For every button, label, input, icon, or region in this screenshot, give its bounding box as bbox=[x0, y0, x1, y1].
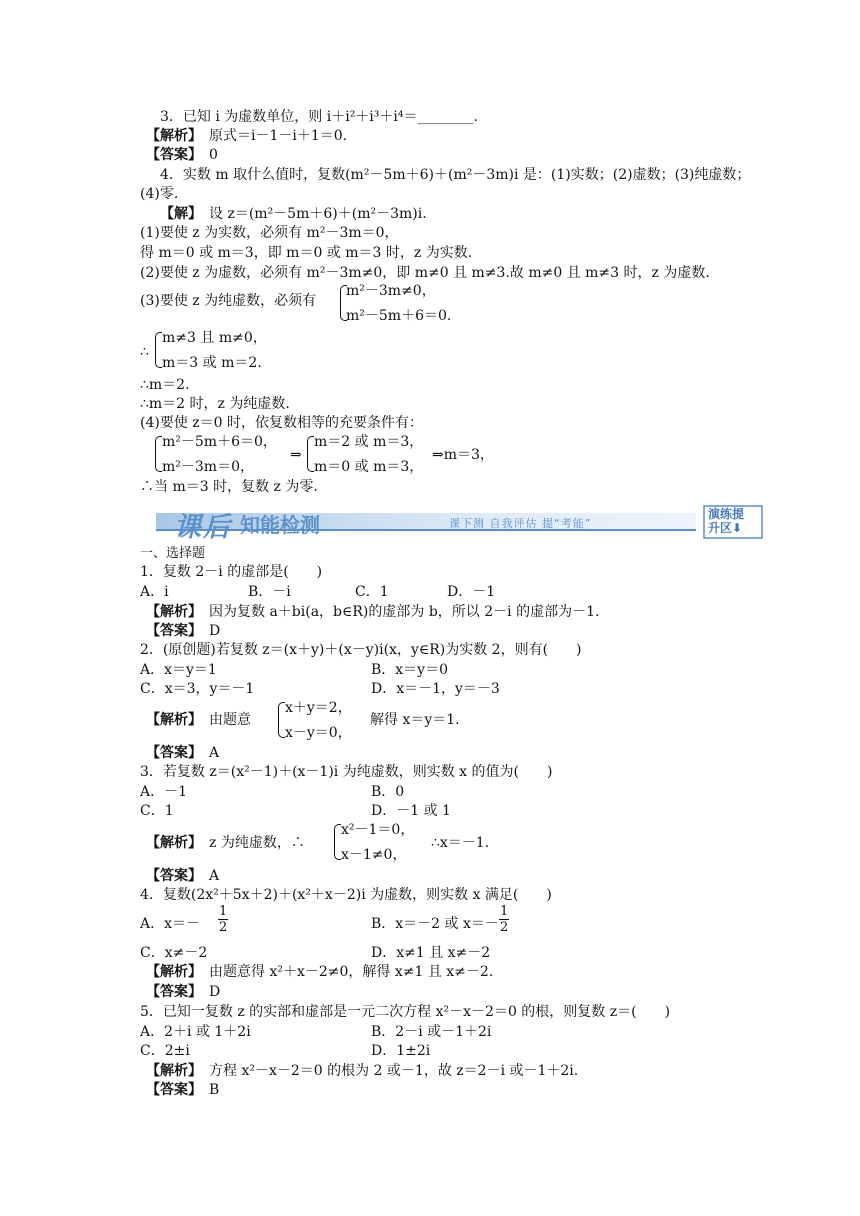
fraction bbox=[499, 904, 509, 935]
choice-b: B．2－i 或－1＋2i bbox=[371, 1024, 492, 1040]
choice-d: D．－1 或 1 bbox=[371, 803, 451, 819]
section-banner bbox=[156, 505, 764, 543]
p5-answer: 【答案】 B bbox=[146, 1082, 220, 1098]
p1-answer: 【答案】 D bbox=[146, 623, 221, 639]
choice-a: A．x＝y＝1 bbox=[140, 662, 217, 678]
p5-analysis: 【解析】 方程 x²－x－2＝0 的根为 2 或－1，故 z＝2－i 或－1＋2i. bbox=[146, 1063, 579, 1079]
choice-a: A．－1 bbox=[140, 784, 188, 800]
brace bbox=[307, 436, 314, 472]
badge-line: 演练提 bbox=[708, 507, 745, 521]
problem-2: 2．(原创题)若复数 z＝(x＋y)＋(x－y)i(x，y∈R)为实数 2，则有( ) bbox=[140, 642, 582, 658]
choice-d: D．－1 bbox=[447, 584, 496, 600]
system-row: x＋y＝2， bbox=[285, 700, 352, 716]
q4-step2: (2)要使 z 为虚数，必须有 m²－3m≠0，即 m≠0 且 m≠3.故 m≠0 且 m≠3 时，z 为虚数. bbox=[140, 265, 710, 281]
fraction-numerator: 1 bbox=[219, 904, 228, 919]
p3-answer: 【答案】 A bbox=[146, 868, 220, 884]
q4-step1a: (1)要使 z 为实数，必须有 m²－3m＝0， bbox=[140, 225, 399, 241]
q3-text: 3．已知 i 为虚数单位，则 i＋i²＋i³＋i⁴＝________. bbox=[160, 109, 478, 125]
q4-step4a: (4)要使 z＝0 时，依复数相等的充要条件有： bbox=[140, 415, 424, 431]
q4-step1b: 得 m＝0 或 m＝3，即 m＝0 或 m＝3 时，z 为实数. bbox=[140, 245, 473, 261]
system-row: m²－5m＋6＝0， bbox=[162, 434, 277, 450]
therefore-symbol: ∴ bbox=[140, 344, 149, 360]
problem-5: 5．已知一复数 z 的实部和虚部是一元二次方程 x²－x－2＝0 的根，则复数 z＝( ) bbox=[140, 1004, 671, 1020]
choice-c: C．2±i bbox=[140, 1043, 190, 1059]
system-row: x²－1＝0， bbox=[341, 822, 415, 838]
q4-text-cont: (4)零. bbox=[140, 186, 179, 202]
choice-c: C．x≠－2 bbox=[140, 945, 208, 961]
problem-4: 4．复数(2x²＋5x＋2)＋(x²＋x－2)i 为虚数，则实数 x 满足( ) bbox=[140, 887, 552, 903]
system-row: m＝2 或 m＝3， bbox=[314, 434, 424, 450]
choice-d: D．x＝－1，y＝－3 bbox=[371, 681, 500, 697]
choice-c: C．1 bbox=[355, 584, 389, 600]
banner-title-sub: 知能检测 bbox=[240, 513, 320, 537]
brace bbox=[334, 824, 341, 860]
fraction-denominator: 2 bbox=[219, 920, 228, 935]
fraction bbox=[218, 904, 228, 935]
problem-1: 1．复数 2－i 的虚部是( ) bbox=[140, 564, 323, 580]
q3-analysis: 【解析】 原式＝i－1－i＋1＝0. bbox=[146, 128, 348, 144]
choice-a: A．x＝－ bbox=[140, 916, 201, 932]
system-row: m²－3m≠0， bbox=[346, 283, 436, 299]
problem-3: 3．若复数 z＝(x²－1)＋(x－1)i 为纯虚数，则实数 x 的值为( ) bbox=[140, 764, 553, 780]
choice-b: B．x＝－2 或 x＝－ bbox=[371, 916, 499, 932]
choice-b: B．－i bbox=[248, 584, 291, 600]
implies-arrow: ⇒ bbox=[290, 447, 302, 463]
choice-b: B．x＝y＝0 bbox=[371, 662, 448, 678]
choice-a: A．2＋i 或 1＋2i bbox=[140, 1024, 251, 1040]
brace bbox=[278, 702, 285, 738]
choice-c: C．1 bbox=[140, 803, 174, 819]
q4-step3c: ∴m＝2. bbox=[140, 377, 190, 393]
q4-solution-intro: 【解】 设 z＝(m²－5m＋6)＋(m²－3m)i. bbox=[160, 206, 427, 222]
q4-step4b: ∴当 m＝3 时，复数 z 为零. bbox=[140, 479, 318, 495]
p2-analysis-result: 解得 x＝y＝1. bbox=[370, 712, 460, 728]
p2-analysis: 【解析】 由题意 bbox=[146, 712, 251, 728]
p4-answer: 【答案】 D bbox=[146, 984, 221, 1000]
choice-d: D．x≠1 且 x≠－2 bbox=[371, 945, 491, 961]
implies-result: ⇒m＝3， bbox=[432, 447, 494, 463]
banner-subtitle: 课下测 自我评估 提“考能” bbox=[449, 517, 592, 530]
q4-step3a: (3)要使 z 为纯虚数，必须有 bbox=[140, 293, 317, 309]
system-row: x－y＝0， bbox=[285, 725, 352, 741]
system-row: m＝0 或 m＝3， bbox=[314, 459, 424, 475]
banner-badge bbox=[708, 507, 744, 535]
q4-text: 4．实数 m 取什么值时，复数(m²－5m＋6)＋(m²－3m)i 是：(1)实数；(2)虚数；(3)纯虚数； bbox=[160, 167, 751, 183]
system-row: m²－3m＝0， bbox=[162, 459, 254, 475]
q3-answer: 【答案】 0 bbox=[146, 147, 218, 163]
section-heading: 一、选择题 bbox=[140, 546, 206, 561]
system-row: m≠3 且 m≠0， bbox=[162, 330, 267, 346]
p3-analysis-result: ∴x＝－1. bbox=[431, 835, 490, 851]
system-row: m²－5m＋6＝0. bbox=[346, 308, 452, 324]
brace bbox=[155, 436, 162, 472]
choice-b: B．0 bbox=[371, 784, 405, 800]
p4-analysis: 【解析】 由题意得 x²＋x－2≠0，解得 x≠1 且 x≠－2. bbox=[146, 964, 494, 980]
fraction-numerator: 1 bbox=[500, 904, 509, 919]
system-row: x－1≠0， bbox=[341, 847, 407, 863]
system-row: m＝3 或 m＝2. bbox=[162, 355, 262, 371]
p2-answer: 【答案】 A bbox=[146, 745, 220, 761]
choice-a: A．i bbox=[140, 584, 169, 600]
q4-step3d: ∴m＝2 时，z 为纯虚数. bbox=[140, 396, 290, 412]
p3-analysis: 【解析】 z 为纯虚数，∴ bbox=[146, 835, 305, 851]
badge-line: 升区⬇ bbox=[708, 521, 743, 535]
choice-d: D．1±2i bbox=[371, 1043, 431, 1059]
banner-title-main: 课后 bbox=[174, 512, 232, 543]
fraction-denominator: 2 bbox=[500, 920, 509, 935]
choice-c: C．x＝3，y＝－1 bbox=[140, 681, 255, 697]
brace bbox=[155, 332, 162, 368]
p1-analysis: 【解析】 因为复数 a＋bi(a，b∈R)的虚部为 b，所以 2－i 的虚部为－1. bbox=[146, 604, 600, 620]
